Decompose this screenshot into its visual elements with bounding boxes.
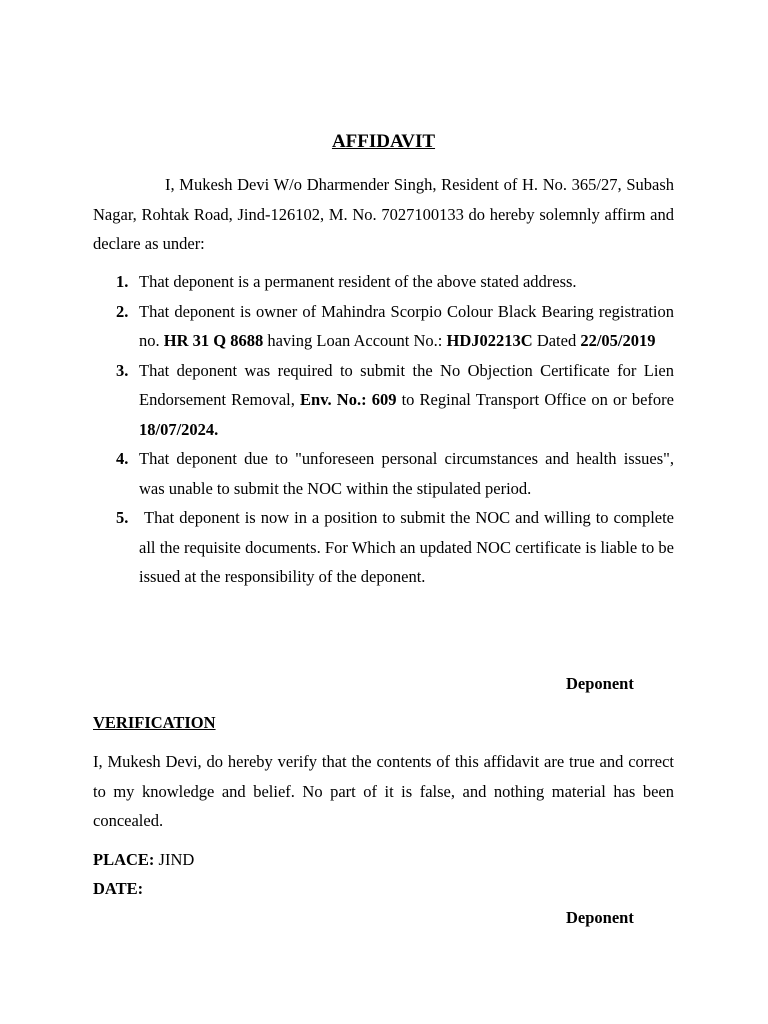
deponent-signature-label: Deponent <box>566 674 634 693</box>
list-item <box>93 503 679 592</box>
declaration-list <box>93 267 679 592</box>
place-value: JIND <box>154 850 195 869</box>
place-line <box>93 845 194 875</box>
list-item <box>93 444 674 503</box>
point-text: Dated <box>532 331 581 350</box>
point-text: That deponent was required to submit the No Objection Certificate for Lien Endorsement Removal, <box>139 360 674 409</box>
verification-heading: VERIFICATION <box>93 713 216 732</box>
date-label: DATE: <box>93 879 144 898</box>
point-text: That deponent due to "unforeseen personal circumstances and health issues", was unable to submit the NOC within the stipulated period. <box>139 449 674 498</box>
list-item <box>93 356 674 445</box>
deponent-signature-label-verification: Deponent <box>566 908 634 927</box>
loan-date: 22/05/2019 <box>580 331 656 350</box>
point-text: having Loan Account No.: <box>263 331 447 350</box>
place-label: PLACE: <box>93 850 155 869</box>
registration-number: HR 31 Q 8688 <box>163 331 264 350</box>
verification-text: I, Mukesh Devi, do hereby verify that the contents of this affidavit are true and correct to my knowledge and belief. No part of it is false, and nothing material has been concealed. <box>93 752 674 830</box>
point-text: to Reginal Transport Office on or before <box>396 390 674 409</box>
point-text: That deponent is a permanent resident of the above stated address. <box>139 272 577 291</box>
date-line <box>93 874 143 904</box>
list-number: 4. <box>116 449 129 468</box>
list-item <box>93 297 674 356</box>
list-number: 1. <box>116 272 129 291</box>
intro-paragraph: I, Mukesh Devi W/o Dharmender Singh, Resident of H. No. 365/27, Subash Nagar, Rohtak Road, Jind-126102, M. No. 7027100133 do hereby solemnly affirm and declare as under: <box>93 175 674 253</box>
point-text: That deponent is now in a position to submit the NOC and willing to complete all the requisite documents. For Which an updated NOC certificate is liable to be issued at the responsibility of the deponent. <box>139 508 679 586</box>
loan-account-number: HDJ02213C <box>446 331 533 350</box>
list-number: 5. <box>116 508 129 527</box>
document-title: AFFIDAVIT <box>331 131 436 152</box>
env-number: Env. No.: 609 <box>300 390 397 409</box>
point-text: That deponent is owner of Mahindra Scorpio Colour Black Bearing registration no. <box>139 301 674 350</box>
list-item <box>93 267 674 297</box>
deadline-date: 18/07/2024. <box>139 419 219 439</box>
list-number: 3. <box>116 360 129 380</box>
list-number: 2. <box>116 301 129 321</box>
